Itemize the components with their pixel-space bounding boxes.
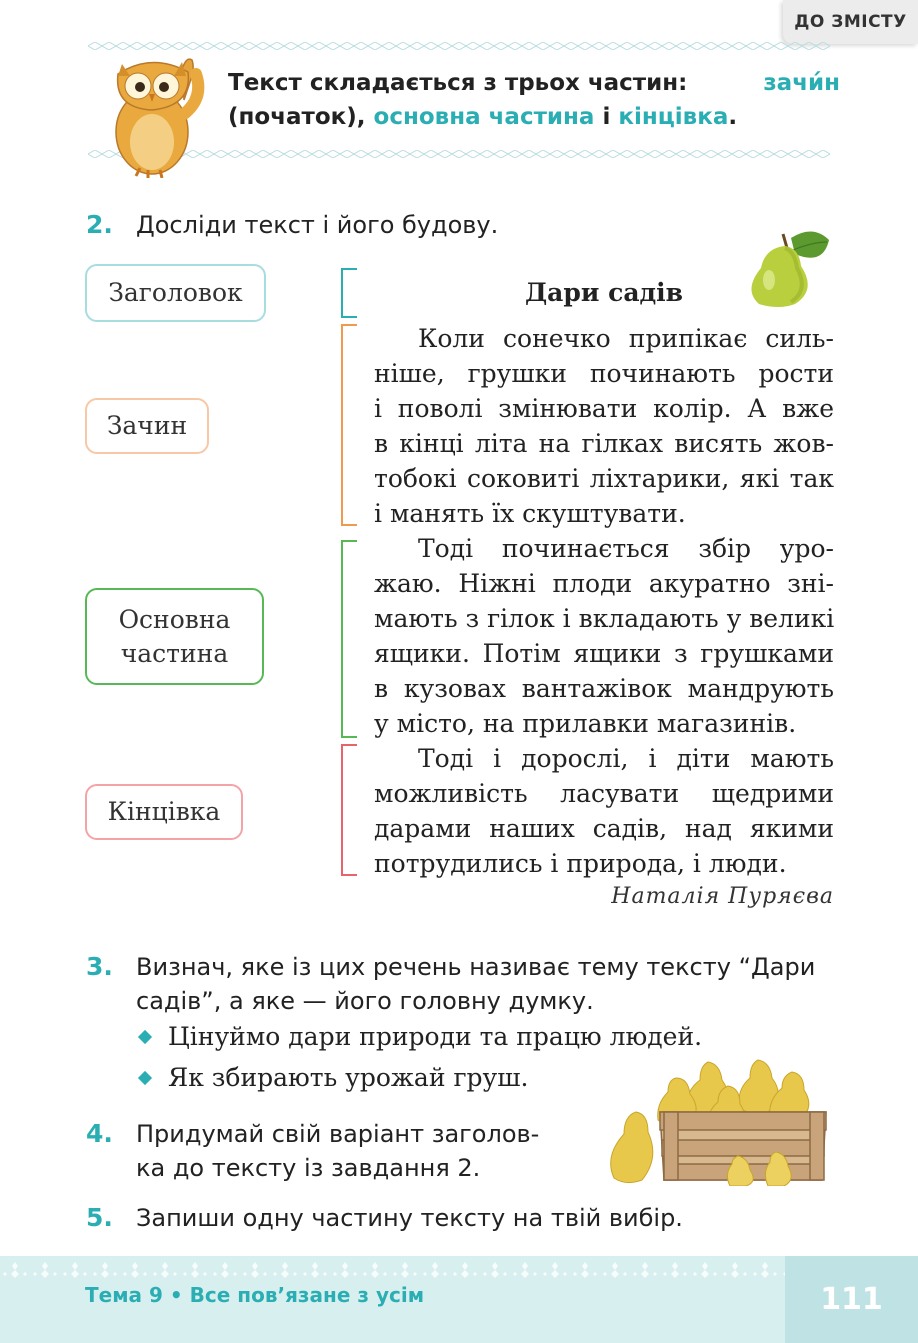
story-line: ящики. Потім ящики з грушками	[374, 639, 834, 668]
bracket-title	[341, 268, 357, 318]
task-number: 3.	[86, 952, 113, 981]
task-text: Досліди текст і його будову.	[136, 211, 499, 239]
option-item	[140, 1022, 702, 1051]
rule-part4: .	[728, 104, 738, 130]
bracket-end	[341, 744, 357, 876]
task-text: Запиши одну частину тексту на твій вибір.	[136, 1204, 683, 1232]
story-line: жаю. Ніжні плоди акуратно зні-	[374, 569, 834, 598]
label-end: Кінцівка	[85, 784, 243, 840]
rule-part3: і	[602, 104, 611, 130]
task-number: 5.	[86, 1203, 113, 1232]
label-main-line1: Основна	[118, 604, 231, 634]
option-text: Як збирають урожай груш.	[168, 1063, 529, 1092]
story-line: потрудились і природа, і люди.	[374, 849, 787, 878]
task-text: садів”, а яке — його головну думку.	[136, 987, 594, 1015]
page-number: 111	[785, 1256, 918, 1343]
top-divider	[88, 42, 830, 50]
story-line: Тоді і дорослі, і діти мають	[418, 744, 834, 773]
story-line: тобокі соковиті ліхтарики, які так	[374, 464, 834, 493]
rule-part2: (початок),	[228, 104, 366, 130]
diamond-bullet-icon	[138, 1070, 152, 1084]
story-line: і поволі змінювати колір. А вже	[374, 394, 834, 423]
option-text: Цінуймо дари природи та працю людей.	[168, 1022, 703, 1051]
term-main: основна частина	[373, 104, 595, 130]
owl-icon	[100, 50, 215, 178]
diamond-bullet-icon	[138, 1029, 152, 1043]
task-number: 4.	[86, 1119, 113, 1148]
footer-ornament	[0, 1256, 918, 1284]
story-line: Тоді починається збір уро-	[418, 534, 834, 563]
story-line: у місто, на прилавки магазинів.	[374, 709, 797, 738]
label-intro: Зачин	[85, 398, 209, 454]
task-text: Визнач, яке із цих речень називає тему тексту “Дари	[136, 953, 816, 981]
story-title: Дари садів	[524, 278, 684, 307]
bracket-intro	[341, 324, 357, 526]
story-line: мають з гілок і вкладають у великі	[374, 604, 835, 633]
pear-crate-icon	[608, 1056, 830, 1186]
story-line: дарами наших садів, над якими	[374, 814, 834, 843]
task-text: ка до тексту із завдання 2.	[136, 1154, 481, 1182]
task-text: Придумай свій варіант заголов-	[136, 1120, 540, 1148]
story-line: ніше, грушки починають рости	[374, 359, 834, 388]
footer-topic: Тема 9 • Все пов’язане з усім	[85, 1283, 425, 1307]
story-line: Коли сонечко припікає силь-	[418, 324, 834, 353]
rule-part1: Текст складається з трьох частин:	[228, 70, 688, 96]
term-end: кінцівка	[618, 104, 729, 130]
bracket-main	[341, 540, 357, 738]
story-line: в кузовах вантажівок мандрують	[374, 674, 834, 703]
term-intro: зачи́н	[763, 70, 840, 96]
task-number: 2.	[86, 210, 113, 239]
label-main-line2: частина	[120, 638, 229, 668]
label-title: Заголовок	[85, 264, 266, 322]
story-line: в кінці літа на гілках висять жов-	[374, 429, 834, 458]
story-line: можливість ласувати щедрими	[374, 779, 834, 808]
toc-button[interactable]: ДО ЗМІСТУ	[783, 0, 918, 44]
story-author: Наталія Пуряєва	[611, 884, 834, 909]
label-main	[85, 588, 264, 685]
option-item	[140, 1063, 528, 1092]
story-line: і манять їх скуштувати.	[374, 499, 686, 528]
rule-statement	[228, 66, 840, 134]
